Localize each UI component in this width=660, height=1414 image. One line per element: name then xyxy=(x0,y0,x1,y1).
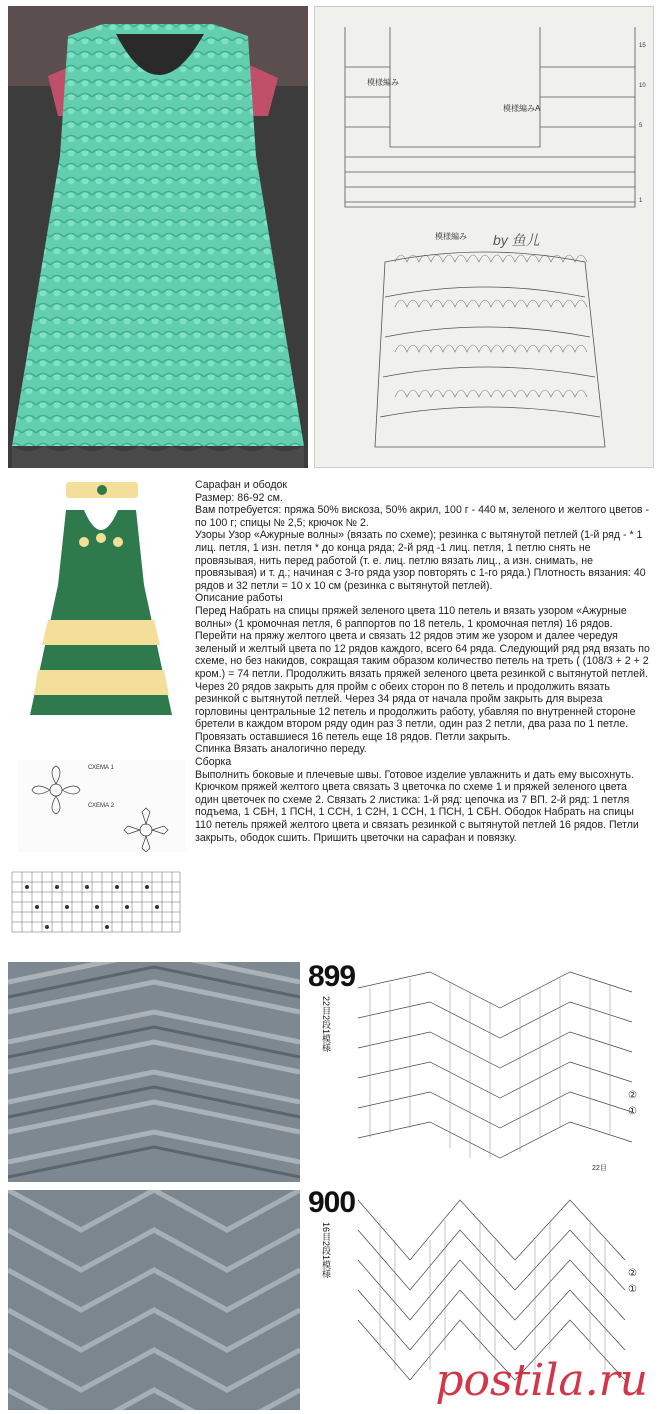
pattern-number-899: 899 xyxy=(308,960,356,993)
row-mark-10: 10 xyxy=(639,83,646,89)
knit-grid-chart xyxy=(8,866,184,944)
article-patterns: Узоры Узор «Ажурные волны» (вязать по схеме); резинка с вытянутой петлей (1-й ряд - * 1 лиц. петля, 1 изн. петля * до конца ряда; 2-й ряд -1 лиц. петля, 1 петлю снять не провязывая, нить перед работой (т. е. лиц. петлю вязать лиц., а изн. снимать, не провязывая) и т. д.; начиная с 3-го ряда узор повторять с 1-го ряда.) Плотность вязания: 40 рядов и 32 петли = 10 х 10 см (резинка с вытянутой петлей). xyxy=(195,529,646,592)
row-mark-1-900: ① xyxy=(628,1284,637,1295)
row-mark-2-899: ② xyxy=(628,1090,637,1101)
article-assembly: Выполнить боковые и плечевые швы. Готовое изделие увлажнить и дать ему высохнуть. Крючком пряжей желтого цвета связать 3 цветочка по схеме 1 и пряжей зеленого цвета один цветочек по схеме 2. Связать 2 листика: 1-й ряд: цепочка из 7 ВП. 2-й ряд: 1 петля подъема, 1 СБН, 1 ПСН, 1 ССН, 1 С2Н, 1 ССН, 1 ПСН, 1 СБН. Ободок Набрать на спицы 110 петель пряжей желтого цвета и связать резинкой с вытянутой петлей 16 рядов. Петли закрыть, ободок сшить. Пришить цветочки на сарафан и повязку. xyxy=(195,768,639,844)
row-mark-2-900: ② xyxy=(628,1268,637,1279)
pattern-number-900: 900 xyxy=(308,1186,356,1219)
row-mark-5: 5 xyxy=(639,123,643,129)
article-size: Размер: 86-92 см. xyxy=(195,491,283,504)
flower-chart-1-label: СХЕМА 1 xyxy=(88,765,115,771)
pattern-label-900: 16目2段1模様 xyxy=(321,1222,331,1279)
watermark: postila.ru xyxy=(435,1355,648,1406)
diagram-899 xyxy=(300,960,655,1185)
article-materials: Вам потребуется: пряжа 50% вискоза, 50% акрил, 100 г - 440 м, зеленого и желтого цветов - по 100 г; спицы № 2,5; крючок № 2. xyxy=(195,504,650,529)
article-description-heading: Описание работы xyxy=(195,592,283,605)
green-dress-photo xyxy=(26,480,176,725)
bottom-note-899: 22目 xyxy=(592,1165,607,1172)
article-title: Сарафан и ободок xyxy=(195,479,288,491)
dress-photo xyxy=(8,6,308,468)
swatch-899-photo xyxy=(8,962,300,1182)
chart-label-a: 模様編み xyxy=(367,78,399,87)
row-mark-1-899: ① xyxy=(628,1106,637,1117)
article-text xyxy=(195,479,653,844)
chart-signature: by 鱼儿 xyxy=(493,232,540,248)
row-mark-1: 1 xyxy=(639,198,643,204)
swatch-900-photo xyxy=(8,1190,300,1410)
article-back: Спинка Вязать аналогично переду. xyxy=(195,743,367,756)
crochet-chart-scan xyxy=(314,6,654,468)
article-assembly-heading: Сборка xyxy=(195,756,232,769)
pattern-label-899: 22目2段1模様 xyxy=(321,996,331,1053)
chart-label-b: 模様編みA xyxy=(503,104,541,113)
article-front: Перед Набрать на спицы пряжей зеленого цвета 110 петель и вязать узором «Ажурные волны» (1 кромочная петля, 6 раппортов по 18 петель, 1 кромочная петля) 16 рядов. Перейти на пряжу желтого цвета и связать 12 рядов этим же узором и далее чередуя зеленый и желтый цвета по 12 рядов каждого, всего 64 ряда. Следующий ряд ряд вязать по схеме, но без накидов, сокращая таким образом количество петель на треть ( (108/3 + 2 + 2 кром.) = 74 петли. Продолжить вязать пряжей зеленого цвета резинкой с вытянутой петлей. Через 20 рядов закрыть для пройм с обеих сторон по 8 петель и продолжить вязать резинкой с вытянутой петлей. Через 34 ряда от начала пройм закрыть для выреза горловины центральные 12 петель и продолжить работу, убавляя по внутренней стороне бретели в каждом втором ряду один раз 3 петли, один раз 2 петли, два раза по 1 петле. Провязать оставшиеся 16 петель еще 18 рядов. Петли закрыть. xyxy=(195,604,650,743)
flower-charts xyxy=(18,760,186,852)
flower-chart-2-label: СХЕМА 2 xyxy=(88,803,115,809)
row-mark-15: 15 xyxy=(639,43,646,49)
chart-label-c: 模様編み xyxy=(435,232,467,241)
